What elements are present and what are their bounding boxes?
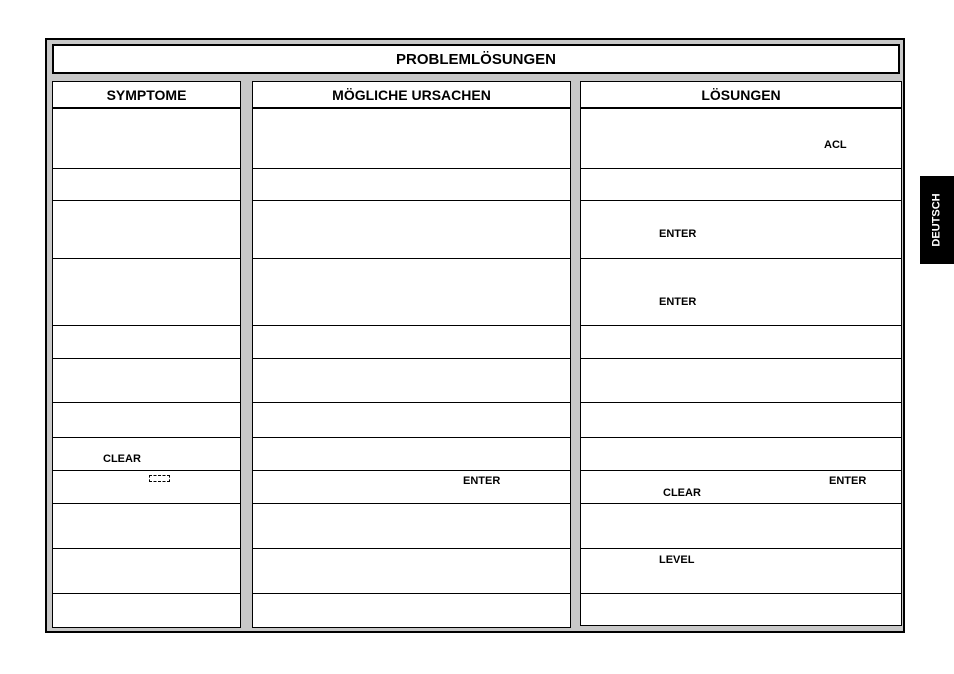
row-divider (253, 358, 570, 359)
causes-header: MÖGLICHE URSACHEN (253, 82, 570, 109)
row-divider (581, 402, 901, 403)
level-keyword: LEVEL (659, 554, 695, 566)
lcd-segment-icon (149, 475, 170, 482)
row-divider (53, 470, 240, 471)
row-divider (581, 200, 901, 201)
row-divider (53, 358, 240, 359)
row-divider (53, 200, 240, 201)
acl-keyword: ACL (824, 139, 847, 151)
row-divider (53, 503, 240, 504)
row-divider (253, 470, 570, 471)
enter-keyword: ENTER (829, 475, 867, 487)
row-divider (253, 548, 570, 549)
row-divider (581, 358, 901, 359)
row-divider (253, 593, 570, 594)
enter-keyword: ENTER (463, 475, 501, 487)
row-divider (581, 470, 901, 471)
row-divider (253, 325, 570, 326)
row-divider (581, 548, 901, 549)
row-divider (53, 593, 240, 594)
row-divider (53, 402, 240, 403)
row-divider (53, 437, 240, 438)
enter-keyword: ENTER (659, 296, 697, 308)
solutions-column (580, 81, 902, 626)
row-divider (253, 258, 570, 259)
row-divider (253, 437, 570, 438)
row-divider (53, 258, 240, 259)
symptoms-column (52, 81, 241, 628)
row-divider (581, 593, 901, 594)
enter-keyword: ENTER (659, 228, 697, 240)
language-tab (920, 176, 954, 264)
clear-keyword: CLEAR (663, 487, 701, 499)
causes-column (252, 81, 571, 628)
page-title: PROBLEMLÖSUNGEN (52, 44, 900, 74)
row-divider (253, 200, 570, 201)
row-divider (53, 548, 240, 549)
row-divider (581, 503, 901, 504)
row-divider (253, 168, 570, 169)
row-divider (253, 402, 570, 403)
language-tab-label: DEUTSCH (931, 193, 944, 247)
solutions-header: LÖSUNGEN (581, 82, 901, 109)
row-divider (581, 325, 901, 326)
row-divider (581, 437, 901, 438)
row-divider (253, 503, 570, 504)
row-divider (53, 325, 240, 326)
row-divider (581, 258, 901, 259)
row-divider (53, 168, 240, 169)
row-divider (581, 168, 901, 169)
symptoms-header: SYMPTOME (53, 82, 240, 109)
clear-keyword: CLEAR (103, 453, 141, 465)
